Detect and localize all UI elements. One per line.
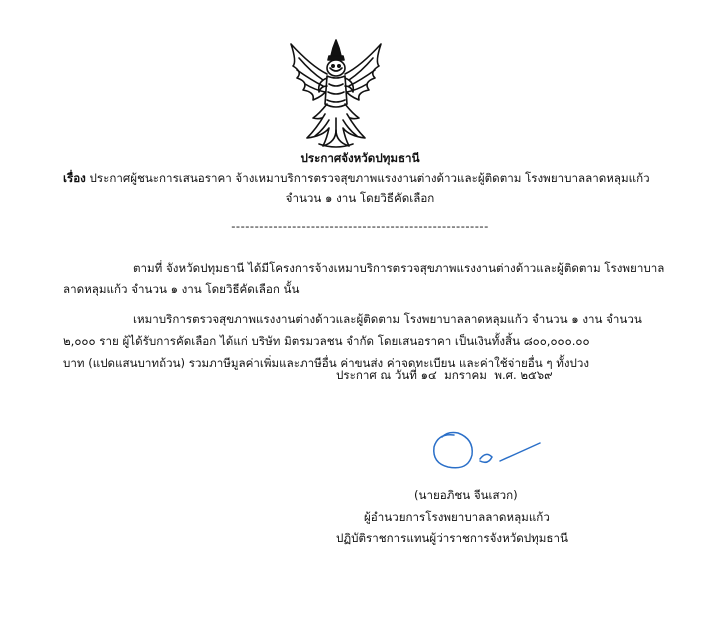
para1-line1: ตามที่ จังหวัดปทุมธานี ได้มีโครงการจ้างเหมาบริการตรวจสุขภาพแรงงานต่างด้าวและผู้ติดตาม โรงพยาบาล (133, 261, 665, 275)
para1-line2: ลาดหลุมแก้ว จำนวน ๑ งาน โดยวิธีคัดเลือก นั้น (63, 282, 300, 296)
garuda-emblem-icon (283, 38, 389, 152)
dateline-day: ๑๔ (420, 368, 437, 382)
subject-line (63, 168, 650, 188)
subject-label: เรื่อง (63, 171, 86, 185)
signer-name: (นายอภิชน จีนเสวก) (414, 488, 518, 502)
para2-line1: เหมาบริการตรวจสุขภาพแรงงานต่างด้าวและผู้ติดตาม โรงพยาบาลลาดหลุมแก้ว จำนวน ๑ งาน จำนวน (133, 312, 642, 326)
dateline-year: พ.ศ. ๒๕๖๙ (494, 368, 553, 382)
dateline (336, 365, 553, 385)
dateline-month: มกราคม (444, 368, 487, 382)
document-title: ประกาศจังหวัดปทุมธานี (300, 151, 420, 165)
signer-position: ผู้อำนวยการโรงพยาบาลลาดหลุมแก้ว (364, 510, 550, 524)
dateline-prefix: ประกาศ ณ วันที่ (336, 368, 417, 382)
subject-line-2: จำนวน ๑ งาน โดยวิธีคัดเลือก (285, 191, 435, 205)
subject-text: ประกาศผู้ชนะการเสนอราคา จ้างเหมาบริการตรวจสุขภาพแรงงานต่างด้าวและผู้ติดตาม โรงพยาบาลลาดหลุมแก้ว (89, 171, 650, 185)
signer-acting-position: ปฏิบัติราชการแทนผู้ว่าราชการจังหวัดปทุมธานี (336, 531, 568, 545)
signature-image (428, 425, 544, 475)
para2-line3: บาท (แปดแสนบาทถ้วน) รวมภาษีมูลค่าเพิ่มและภาษีอื่น ค่าขนส่ง ค่าจดทะเบียน และค่าใช้จ่ายอื่น ๆ ทั้งปวง (63, 356, 590, 370)
para2-line2: ๒,๐๐๐ ราย ผู้ได้รับการคัดเลือก ได้แก่ บริษัท มิตรมวลชน จำกัด โดยเสนอราคา เป็นเงินทั้งสิ้น ๘๐๐,๐๐๐.๐๐ (63, 334, 590, 348)
separator: ------------------------------------------------------- (231, 219, 489, 233)
